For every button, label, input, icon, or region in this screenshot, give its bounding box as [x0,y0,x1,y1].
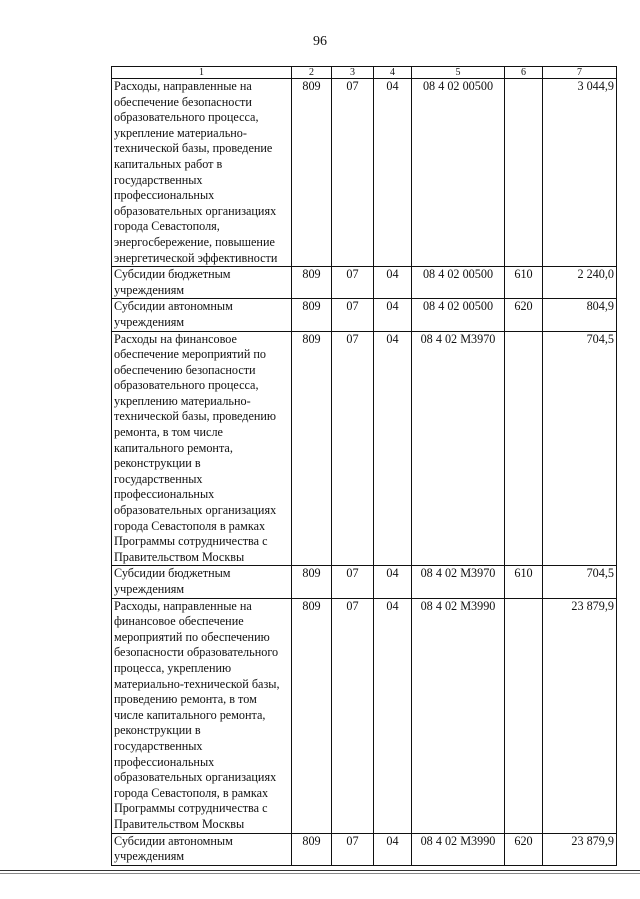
row-subsection-code: 04 [374,598,412,833]
table-row [112,598,617,833]
row-gr-code: 809 [292,267,332,299]
page-number: 96 [313,34,327,49]
row-expense-type: 610 [505,566,543,598]
header-col-1: 1 [112,67,292,79]
row-expense-type: 620 [505,299,543,331]
row-gr-code: 809 [292,299,332,331]
header-col-4: 4 [374,67,412,79]
row-subsection-code: 04 [374,267,412,299]
row-section-code: 07 [332,331,374,566]
table-row [112,833,617,865]
header-col-7: 7 [543,67,617,79]
header-col-6: 6 [505,67,543,79]
table-row [112,79,617,267]
row-gr-code: 809 [292,331,332,566]
row-expense-type [505,598,543,833]
row-amount: 3 044,9 [543,79,617,267]
row-target-code: 08 4 02 00500 [412,267,505,299]
row-section-code: 07 [332,598,374,833]
row-section-code: 07 [332,299,374,331]
row-amount: 2 240,0 [543,267,617,299]
row-amount: 704,5 [543,566,617,598]
row-subsection-code: 04 [374,299,412,331]
row-target-code: 08 4 02 М3990 [412,598,505,833]
row-section-code: 07 [332,833,374,865]
row-name: Расходы, направленные на финансовое обеспечение мероприятий по обеспечению безопасности образовательного процесса, укреплению материально-технической базы, проведению ремонта, в том числе капитального ремонта, реконструкции в государственных профессиональных образовательных организациях города Севастополя, в рамках Программы сотрудничества с Правительством Москвы [112,598,292,833]
header-col-2: 2 [292,67,332,79]
row-gr-code: 809 [292,598,332,833]
row-amount: 704,5 [543,331,617,566]
row-name: Расходы на финансовое обеспечение мероприятий по обеспечению безопасности образовательного процесса, укреплению материально-технической базы, проведению ремонта, в том числе капитального ремонта, реконструкции в государственных профессиональных образовательных организациях города Севастополя в рамках Программы сотрудничества с Правительством Москвы [112,331,292,566]
row-target-code: 08 4 02 М3970 [412,331,505,566]
row-subsection-code: 04 [374,566,412,598]
row-expense-type [505,331,543,566]
row-target-code: 08 4 02 00500 [412,299,505,331]
row-subsection-code: 04 [374,331,412,566]
table-row [112,331,617,566]
row-section-code: 07 [332,79,374,267]
row-name: Субсидии автономным учреждениям [112,299,292,331]
row-name: Субсидии бюджетным учреждениям [112,267,292,299]
row-name: Субсидии бюджетным учреждениям [112,566,292,598]
row-subsection-code: 04 [374,79,412,267]
row-target-code: 08 4 02 00500 [412,79,505,267]
row-name: Расходы, направленные на обеспечение безопасности образовательного процесса, укрепление материально-технической базы, проведение капитальных работ в государственных профессиональных образовательных организациях города Севастополя, энергосбережение, повышение энергетической эффективности [112,79,292,267]
table-row [112,566,617,598]
row-subsection-code: 04 [374,833,412,865]
row-target-code: 08 4 02 М3970 [412,566,505,598]
budget-table [111,66,617,866]
row-amount: 804,9 [543,299,617,331]
scan-edge-line [0,873,640,874]
header-col-3: 3 [332,67,374,79]
row-section-code: 07 [332,566,374,598]
scan-edge-line [0,870,640,871]
row-gr-code: 809 [292,79,332,267]
row-section-code: 07 [332,267,374,299]
table-row [112,267,617,299]
row-amount: 23 879,9 [543,833,617,865]
header-col-5: 5 [412,67,505,79]
header-row [112,67,617,79]
row-name: Субсидии автономным учреждениям [112,833,292,865]
row-gr-code: 809 [292,566,332,598]
row-expense-type: 610 [505,267,543,299]
row-expense-type [505,79,543,267]
row-amount: 23 879,9 [543,598,617,833]
row-target-code: 08 4 02 М3990 [412,833,505,865]
table-row [112,299,617,331]
row-gr-code: 809 [292,833,332,865]
row-expense-type: 620 [505,833,543,865]
